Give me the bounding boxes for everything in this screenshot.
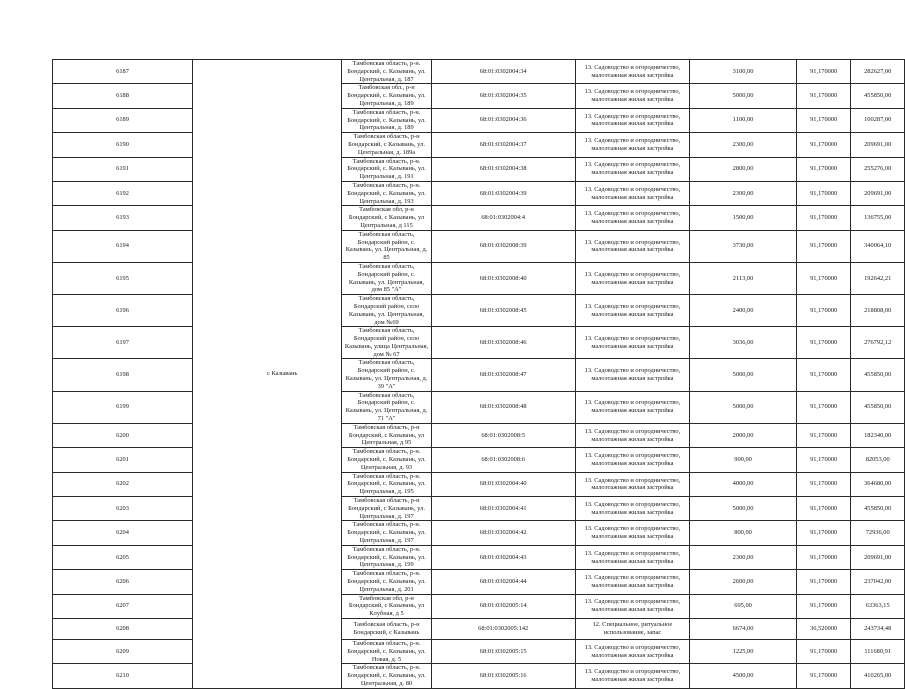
value-cell: 237042,00 (851, 570, 905, 594)
cadastral-number-cell: 68:01:0302004:39 (431, 181, 575, 205)
rate-cell: 91,170000 (796, 664, 850, 688)
cadastral-number-cell: 68:01:0302004:36 (431, 108, 575, 132)
land-use-cell: 13. Садоводство и огородничество, малоэтажная жилая застройка (575, 594, 690, 618)
rate-cell: 91,170000 (796, 60, 850, 84)
table-row (53, 472, 905, 496)
area-cell: 5000,00 (690, 359, 797, 391)
area-cell: 1100,00 (690, 108, 797, 132)
area-cell: 2300,00 (690, 133, 797, 157)
row-number: 6198 (53, 359, 193, 391)
address-cell: Тамбовская область, р-н Бондарский, с Казывань (342, 618, 432, 639)
address-cell: Тамбовская обл, р-н Бондарский, с Казывань, ул Центральная, д 115 (342, 206, 432, 230)
rate-cell: 36,520000 (796, 618, 850, 639)
land-use-cell: 13. Садоводство и огородничество, малоэтажная жилая застройка (575, 327, 690, 359)
cadastral-number-cell: 68:01:0302004:40 (431, 472, 575, 496)
land-use-cell: 13. Садоводство и огородничество, малоэтажная жилая застройка (575, 545, 690, 569)
cadastral-number-cell: 68:01:0302005:142 (431, 618, 575, 639)
value-cell: 192642,21 (851, 262, 905, 294)
land-use-cell: 13. Садоводство и огородничество, малоэтажная жилая застройка (575, 295, 690, 327)
value-cell: 410265,00 (851, 664, 905, 688)
cadastral-number-cell: 68:01:0302004:43 (431, 545, 575, 569)
value-cell: 82053,00 (851, 448, 905, 472)
table-row (53, 391, 905, 423)
rate-cell: 91,170000 (796, 359, 850, 391)
value-cell: 100287,00 (851, 108, 905, 132)
rate-cell: 91,170000 (796, 570, 850, 594)
area-cell: 1500,00 (690, 206, 797, 230)
cadastral-number-cell: 68:01:0302004:37 (431, 133, 575, 157)
area-cell: 5000,00 (690, 391, 797, 423)
rate-cell: 91,170000 (796, 230, 850, 262)
rate-cell: 91,170000 (796, 423, 850, 447)
table-row (53, 359, 905, 391)
row-number: 6197 (53, 327, 193, 359)
address-cell: Тамбовская область, Бондарский район, село Казывань, ул. Центральная, дом №69 (342, 295, 432, 327)
land-use-cell: 13. Садоводство и огородничество, малоэтажная жилая застройка (575, 423, 690, 447)
row-number: 6192 (53, 181, 193, 205)
land-use-cell: 13. Садоводство и огородничество, малоэтажная жилая застройка (575, 157, 690, 181)
address-cell: Тамбовская область, р-н. Бондарский, с. Казывань, ул. Центральная, д. 189 (342, 108, 432, 132)
row-number: 6193 (53, 206, 193, 230)
area-cell: 695,00 (690, 594, 797, 618)
land-use-cell: 13. Садоводство и огородничество, малоэтажная жилая застройка (575, 639, 690, 663)
rate-cell: 91,170000 (796, 262, 850, 294)
row-number: 6196 (53, 295, 193, 327)
table-row (53, 230, 905, 262)
address-cell: Тамбовская область, Бондарский район, с. Казывань, ул. Центральная, д. 39 "А" (342, 359, 432, 391)
land-use-cell: 13. Садоводство и огородничество, малоэтажная жилая застройка (575, 181, 690, 205)
land-use-cell: 13. Садоводство и огородничество, малоэтажная жилая застройка (575, 497, 690, 521)
table-row (53, 327, 905, 359)
value-cell: 340064,10 (851, 230, 905, 262)
cadastral-number-cell: 68:01:0302008:46 (431, 327, 575, 359)
row-number: 6210 (53, 664, 193, 688)
cadastral-value-table (52, 59, 905, 689)
row-number: 6191 (53, 157, 193, 181)
value-cell: 364680,00 (851, 472, 905, 496)
value-cell: 209691,00 (851, 545, 905, 569)
row-number: 6187 (53, 60, 193, 84)
address-cell: Тамбовская область, Бондарский район, с. Казывань, ул. Центральная, дом 85 "А" (342, 262, 432, 294)
row-number: 6208 (53, 618, 193, 639)
rate-cell: 91,170000 (796, 133, 850, 157)
cadastral-number-cell: 68:01:0302004:44 (431, 570, 575, 594)
area-cell: 3100,00 (690, 60, 797, 84)
row-number: 6189 (53, 108, 193, 132)
table-row (53, 60, 905, 84)
row-number: 6205 (53, 545, 193, 569)
area-cell: 2113,00 (690, 262, 797, 294)
value-cell: 136755,00 (851, 206, 905, 230)
land-use-cell: 13. Садоводство и огородничество, малоэтажная жилая застройка (575, 359, 690, 391)
table-row (53, 594, 905, 618)
table-row (53, 108, 905, 132)
area-cell: 4000,00 (690, 472, 797, 496)
cadastral-number-cell: 68:01:0302004:4 (431, 206, 575, 230)
value-cell: 209691,00 (851, 181, 905, 205)
row-number: 6207 (53, 594, 193, 618)
row-number: 6199 (53, 391, 193, 423)
land-use-cell: 13. Садоводство и огородничество, малоэтажная жилая застройка (575, 391, 690, 423)
table-row (53, 157, 905, 181)
rate-cell: 91,170000 (796, 84, 850, 108)
row-number: 6201 (53, 448, 193, 472)
rate-cell: 91,170000 (796, 295, 850, 327)
row-number: 6204 (53, 521, 193, 545)
rate-cell: 91,170000 (796, 206, 850, 230)
area-cell: 2300,00 (690, 545, 797, 569)
area-cell: 900,00 (690, 448, 797, 472)
table-row (53, 262, 905, 294)
cadastral-number-cell: 68:01:0302008:6 (431, 448, 575, 472)
row-number: 6200 (53, 423, 193, 447)
row-number: 6202 (53, 472, 193, 496)
row-number: 6206 (53, 570, 193, 594)
value-cell: 111680,91 (851, 639, 905, 663)
value-cell: 455850,00 (851, 497, 905, 521)
value-cell: 209691,00 (851, 133, 905, 157)
value-cell: 243734,48 (851, 618, 905, 639)
row-number: 6190 (53, 133, 193, 157)
address-cell: Тамбовская область, р-н. Бондарский, с. Казывань, ул. Центральная, д. 93 (342, 448, 432, 472)
area-cell: 6674,00 (690, 618, 797, 639)
land-use-cell: 13. Садоводство и огородничество, малоэтажная жилая застройка (575, 60, 690, 84)
area-cell: 800,00 (690, 521, 797, 545)
address-cell: Тамбовская область, р-н. Бондарский, с. Казывань, ул. Центральная, д. 191 (342, 157, 432, 181)
rate-cell: 91,170000 (796, 448, 850, 472)
value-cell: 276792,12 (851, 327, 905, 359)
value-cell: 63363,15 (851, 594, 905, 618)
table-row (53, 570, 905, 594)
value-cell: 218808,00 (851, 295, 905, 327)
table-row (53, 618, 905, 639)
address-cell: Тамбовская область, р-н. Бондарский, с. Казывань, ул. Центральная, д. 195 (342, 472, 432, 496)
table-row (53, 639, 905, 663)
cadastral-number-cell: 68:01:0302005:14 (431, 594, 575, 618)
cadastral-number-cell: 68:01:0302008:45 (431, 295, 575, 327)
area-cell: 2000,00 (690, 423, 797, 447)
area-cell: 4500,00 (690, 664, 797, 688)
area-cell: 2800,00 (690, 157, 797, 181)
rate-cell: 91,170000 (796, 157, 850, 181)
table-body (53, 60, 905, 689)
land-use-cell: 13. Садоводство и огородничество, малоэтажная жилая застройка (575, 84, 690, 108)
rate-cell: 91,170000 (796, 327, 850, 359)
table-row (53, 545, 905, 569)
area-cell: 3036,00 (690, 327, 797, 359)
table-row (53, 206, 905, 230)
address-cell: Тамбовская область, р-н Бондарский, с Казывань, ул Центральная, д 95 (342, 423, 432, 447)
cadastral-number-cell: 68:01:0302004:42 (431, 521, 575, 545)
table-row (53, 133, 905, 157)
cadastral-number-cell: 68:01:0302004:35 (431, 84, 575, 108)
rate-cell: 91,170000 (796, 181, 850, 205)
address-cell: Тамбовская область, р-н Бондарский, с Казывань, ул. Центральная, д. 197 (342, 497, 432, 521)
row-number: 6188 (53, 84, 193, 108)
address-cell: Тамбовская область, р-н. Бондарский, с. Казывань, ул. Центральная, д. 197 (342, 521, 432, 545)
cadastral-number-cell: 68:01:0302008:40 (431, 262, 575, 294)
rate-cell: 91,170000 (796, 472, 850, 496)
value-cell: 282627,00 (851, 60, 905, 84)
address-cell: Тамбовская область, р-н. Бондарский, с. Казывань, ул. Центральная, д. 193 (342, 181, 432, 205)
address-cell: Тамбовская область, Бондарский район, с. Казывань, ул. Центральная, д. 85 (342, 230, 432, 262)
table-row (53, 84, 905, 108)
cadastral-number-cell: 68:01:0302008:47 (431, 359, 575, 391)
cadastral-number-cell: 68:01:0302005:15 (431, 639, 575, 663)
locality-cell: с Казывань (193, 60, 342, 689)
table-row (53, 521, 905, 545)
land-use-cell: 13. Садоводство и огородничество, малоэтажная жилая застройка (575, 108, 690, 132)
land-use-cell: 13. Садоводство и огородничество, малоэтажная жилая застройка (575, 472, 690, 496)
land-use-cell: 13. Садоводство и огородничество, малоэтажная жилая застройка (575, 521, 690, 545)
land-use-cell: 13. Садоводство и огородничество, малоэтажная жилая застройка (575, 262, 690, 294)
area-cell: 2300,00 (690, 181, 797, 205)
cadastral-number-cell: 68:01:0302008:48 (431, 391, 575, 423)
value-cell: 455850,00 (851, 84, 905, 108)
cadastral-number-cell: 68:01:0302008:39 (431, 230, 575, 262)
land-use-cell: 13. Садоводство и огородничество, малоэтажная жилая застройка (575, 570, 690, 594)
value-cell: 255276,00 (851, 157, 905, 181)
table-row (53, 423, 905, 447)
area-cell: 1225,00 (690, 639, 797, 663)
value-cell: 182340,00 (851, 423, 905, 447)
table-row (53, 181, 905, 205)
address-cell: Тамбовская область, Бондарский район, с. Казывань, ул. Центральная, д. 71 "А" (342, 391, 432, 423)
cadastral-number-cell: 68:01:0302005:16 (431, 664, 575, 688)
land-use-cell: 13. Садоводство и огородничество, малоэтажная жилая застройка (575, 206, 690, 230)
row-number: 6203 (53, 497, 193, 521)
row-number: 6209 (53, 639, 193, 663)
area-cell: 2400,00 (690, 295, 797, 327)
area-cell: 2600,00 (690, 570, 797, 594)
rate-cell: 91,170000 (796, 594, 850, 618)
area-cell: 3730,00 (690, 230, 797, 262)
value-cell: 72936,00 (851, 521, 905, 545)
table-row (53, 664, 905, 688)
rate-cell: 91,170000 (796, 497, 850, 521)
cadastral-number-cell: 68:01:0302004:38 (431, 157, 575, 181)
cadastral-number-cell: 68:01:0302004:41 (431, 497, 575, 521)
rate-cell: 91,170000 (796, 391, 850, 423)
rate-cell: 91,170000 (796, 521, 850, 545)
rate-cell: 91,170000 (796, 639, 850, 663)
cadastral-number-cell: 68:01:0302004:34 (431, 60, 575, 84)
land-use-cell: 13. Садоводство и огородничество, малоэтажная жилая застройка (575, 448, 690, 472)
address-cell: Тамбовская область, р-н. Бондарский, с. Казывань, ул. Центральная, д. 187 (342, 60, 432, 84)
land-use-cell: 13. Садоводство и огородничество, малоэтажная жилая застройка (575, 664, 690, 688)
address-cell: Тамбовская область, р-н. Бондарский, с. Казывань, ул. Центральная, д. 201 (342, 570, 432, 594)
value-cell: 455850,00 (851, 391, 905, 423)
value-cell: 455850,00 (851, 359, 905, 391)
cadastral-number-cell: 68:01:0302008:5 (431, 423, 575, 447)
area-cell: 5000,00 (690, 84, 797, 108)
rate-cell: 91,170000 (796, 108, 850, 132)
address-cell: Тамбовская область, Бондарский район, село Казывань, улица Центральная, дом № 67 (342, 327, 432, 359)
table-row (53, 448, 905, 472)
row-number: 6195 (53, 262, 193, 294)
address-cell: Тамбовская область, р-н Бондарский, с Казывань, ул. Центральная, д. 189а (342, 133, 432, 157)
address-cell: Тамбовская обл., р-н Бондарский, с. Казывань, ул. Центральная, д. 189 (342, 84, 432, 108)
land-use-cell: 12. Специальное, ритуальное использование, запас (575, 618, 690, 639)
address-cell: Тамбовская область, р-н. Бондарский, с. Казывань, ул. Центральная, д. 80 (342, 664, 432, 688)
area-cell: 5000,00 (690, 497, 797, 521)
address-cell: Тамбовская обл, р-н Бондарский, с Казывань, ул Клубная, д 5 (342, 594, 432, 618)
rate-cell: 91,170000 (796, 545, 850, 569)
table-row (53, 497, 905, 521)
row-number: 6194 (53, 230, 193, 262)
land-use-cell: 13. Садоводство и огородничество, малоэтажная жилая застройка (575, 133, 690, 157)
table-row (53, 295, 905, 327)
address-cell: Тамбовская область, р-н. Бондарский, с. Казывань, ул. Центральная, д. 199 (342, 545, 432, 569)
address-cell: Тамбовская область, р-н. Бондарский, с. Казывань, ул. Новая, д. 5 (342, 639, 432, 663)
land-use-cell: 13. Садоводство и огородничество, малоэтажная жилая застройка (575, 230, 690, 262)
